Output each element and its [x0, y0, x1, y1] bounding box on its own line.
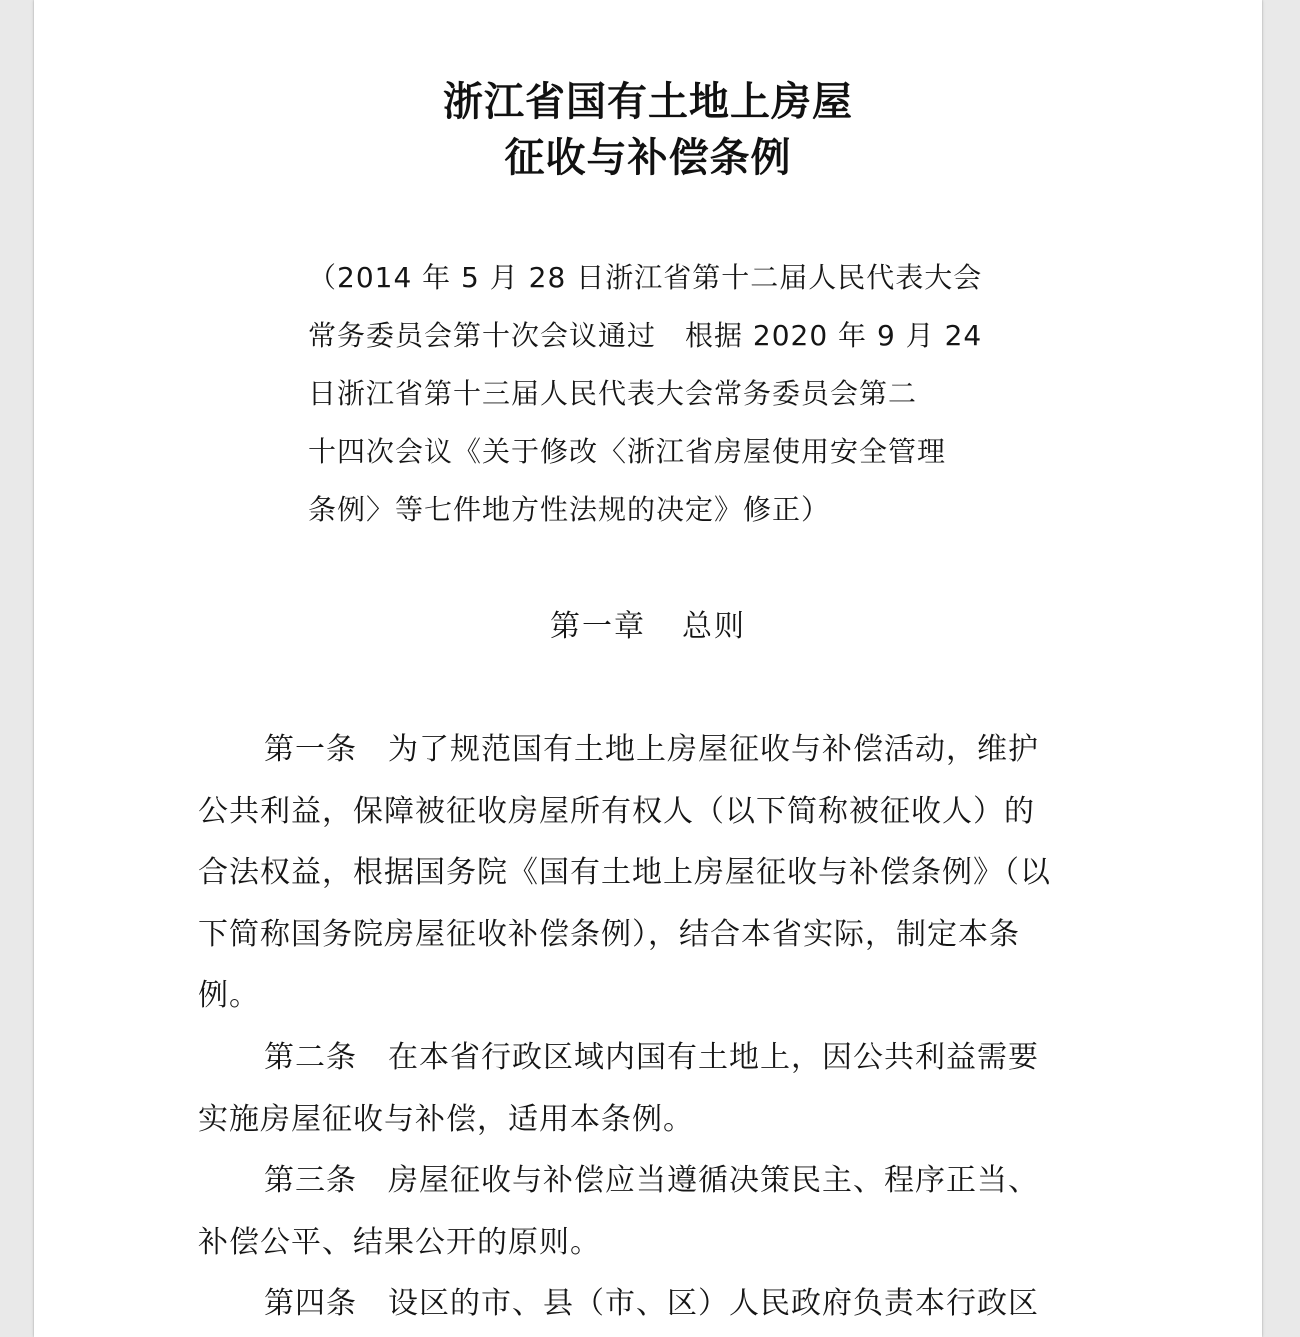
preamble-line: 常务委员会第十次会议通过 根据 2020 年 9 月 24 — [308, 319, 983, 352]
article-line: 第三条 房屋征收与补偿应当遵循决策民主、程序正当、 — [264, 1163, 1039, 1199]
legislative-preamble — [308, 249, 1018, 539]
article-line: 合法权益，根据国务院《国有土地上房屋征收与补偿条例》（以 — [198, 855, 1051, 891]
article-line: 下简称国务院房屋征收补偿条例），结合本省实际，制定本条 — [198, 916, 1020, 952]
article-line: 公共利益，保障被征收房屋所有权人（以下简称被征收人）的 — [198, 793, 1035, 829]
article-line: 第四条 设区的市、县（市、区）人民政府负责本行政区 — [264, 1286, 1039, 1322]
article-line: 第一条 为了规范国有土地上房屋征收与补偿活动，维护 — [264, 732, 1039, 767]
preamble-line: （2014 年 5 月 28 日浙江省第十二届人民代表大会 — [308, 261, 983, 294]
chapter-name: 总则 — [682, 609, 746, 644]
title-line: 浙江省国有土地上房屋 — [443, 79, 853, 125]
preamble-line: 十四次会议《关于修改〈浙江省房屋使用安全管理 — [308, 435, 947, 468]
document-page — [34, 0, 1262, 1337]
article-line: 实施房屋征收与补偿，适用本条例。 — [198, 1101, 694, 1137]
preamble-line: 条例〉等七件地方性法规的决定》修正） — [308, 493, 831, 526]
article-line: 补偿公平、结果公开的原则。 — [198, 1224, 601, 1260]
article-line: 例。 — [198, 978, 260, 1014]
articles-text — [198, 719, 1108, 1335]
article-line: 第二条 在本省行政区域内国有土地上，因公共利益需要 — [264, 1039, 1039, 1075]
chapter-number: 第一章 — [550, 609, 646, 644]
preamble-line: 日浙江省第十三届人民代表大会常务委员会第二 — [308, 377, 918, 410]
title-line: 征收与补偿条例 — [504, 135, 792, 181]
document-title — [34, 74, 1262, 186]
chapter-heading — [34, 598, 1262, 656]
